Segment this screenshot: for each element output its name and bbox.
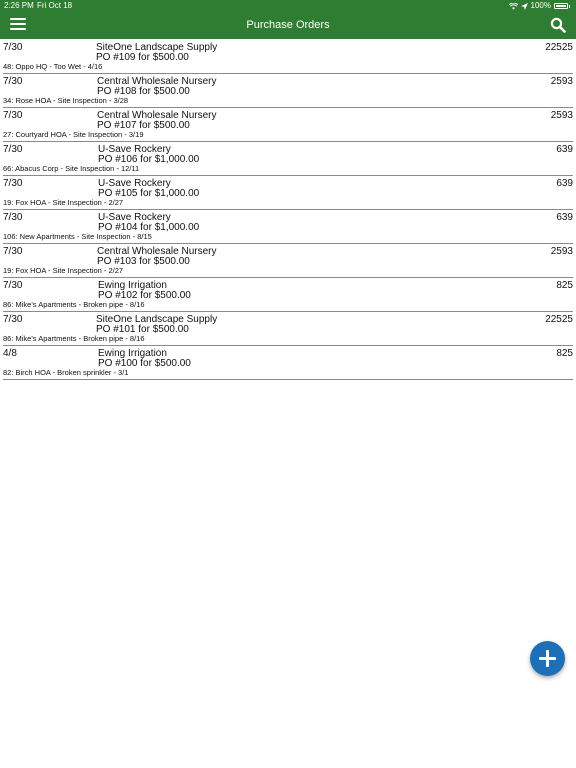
wifi-icon	[509, 3, 518, 10]
order-date: 4/8	[3, 348, 17, 359]
order-amount: 2593	[550, 110, 573, 121]
order-amount: 2593	[550, 246, 573, 257]
order-date: 7/30	[3, 76, 23, 87]
status-time: 2:26 PM	[4, 1, 34, 10]
search-icon[interactable]	[550, 17, 566, 33]
order-amount: 22525	[545, 42, 573, 53]
order-date: 7/30	[3, 280, 23, 291]
order-amount: 22525	[545, 314, 573, 325]
order-vendor: Central Wholesale Nursery	[97, 76, 217, 87]
order-job: 86: Mike's Apartments - Broken pipe - 8/16	[3, 334, 145, 343]
order-date: 7/30	[3, 144, 23, 155]
order-po: PO #101 for $500.00	[96, 324, 189, 335]
order-vendor: SiteOne Landscape Supply	[96, 42, 218, 53]
order-date: 7/30	[3, 314, 23, 325]
purchase-order-row[interactable]	[3, 108, 573, 142]
order-job: 82: Birch HOA - Broken sprinkler - 3/1	[3, 368, 129, 377]
purchase-order-row[interactable]	[3, 40, 573, 74]
purchase-order-row[interactable]	[3, 210, 573, 244]
order-po: PO #100 for $500.00	[98, 358, 191, 369]
nav-bar	[0, 12, 576, 39]
order-amount: 639	[556, 178, 573, 189]
order-po: PO #107 for $500.00	[97, 120, 190, 131]
order-amount: 639	[556, 212, 573, 223]
add-order-button[interactable]	[530, 641, 565, 676]
order-po: PO #109 for $500.00	[96, 52, 189, 63]
order-vendor: SiteOne Landscape Supply	[96, 314, 218, 325]
purchase-order-row[interactable]	[3, 312, 573, 346]
order-vendor: Ewing Irrigation	[98, 348, 167, 359]
purchase-order-row[interactable]	[3, 278, 573, 312]
order-po: PO #106 for $1,000.00	[98, 154, 200, 165]
purchase-order-row[interactable]	[3, 142, 573, 176]
order-po: PO #108 for $500.00	[97, 86, 190, 97]
order-po: PO #102 for $500.00	[98, 290, 191, 301]
order-job: 34: Rose HOA - Site Inspection - 3/28	[3, 96, 129, 105]
order-job: 86: Mike's Apartments - Broken pipe - 8/16	[3, 300, 145, 309]
order-job: 48: Oppo HQ - Too Wet - 4/16	[3, 62, 103, 71]
order-vendor: Central Wholesale Nursery	[97, 110, 217, 121]
battery-icon	[554, 3, 568, 9]
purchase-order-row[interactable]	[3, 176, 573, 210]
order-job: 19: Fox HOA - Site Inspection - 2/27	[3, 198, 124, 207]
order-date: 7/30	[3, 212, 23, 223]
order-job: 19: Fox HOA - Site Inspection - 2/27	[3, 266, 124, 275]
battery-cap	[569, 5, 570, 8]
status-bar	[0, 0, 576, 12]
order-date: 7/30	[3, 110, 23, 121]
order-vendor: Central Wholesale Nursery	[97, 246, 217, 257]
purchase-order-row[interactable]	[3, 244, 573, 278]
order-po: PO #104 for $1,000.00	[98, 222, 200, 233]
purchase-order-row[interactable]	[3, 74, 573, 108]
order-amount: 639	[556, 144, 573, 155]
order-job: 66: Abacus Corp - Site Inspection - 12/11	[3, 164, 140, 173]
purchase-order-row[interactable]	[3, 346, 573, 380]
location-icon	[521, 3, 528, 10]
order-po: PO #103 for $500.00	[97, 256, 190, 267]
order-amount: 825	[556, 348, 573, 359]
battery-percent: 100%	[530, 1, 551, 10]
page-title: Purchase Orders	[246, 19, 330, 31]
order-date: 7/30	[3, 246, 23, 257]
order-job: 106: New Apartments - Site Inspection - 8/15	[3, 232, 152, 241]
purchase-order-list	[3, 40, 573, 380]
order-job: 27: Courtyard HOA - Site Inspection - 3/19	[3, 130, 144, 139]
order-date: 7/30	[3, 42, 23, 53]
status-date: Fri Oct 18	[37, 1, 73, 10]
order-amount: 825	[556, 280, 573, 291]
order-vendor: U-Save Rockery	[98, 178, 171, 189]
order-date: 7/30	[3, 178, 23, 189]
status-right	[509, 0, 570, 12]
order-vendor: U-Save Rockery	[98, 212, 171, 223]
order-vendor: U-Save Rockery	[98, 144, 171, 155]
order-amount: 2593	[550, 76, 573, 87]
order-vendor: Ewing Irrigation	[98, 280, 167, 291]
order-po: PO #105 for $1,000.00	[98, 188, 200, 199]
